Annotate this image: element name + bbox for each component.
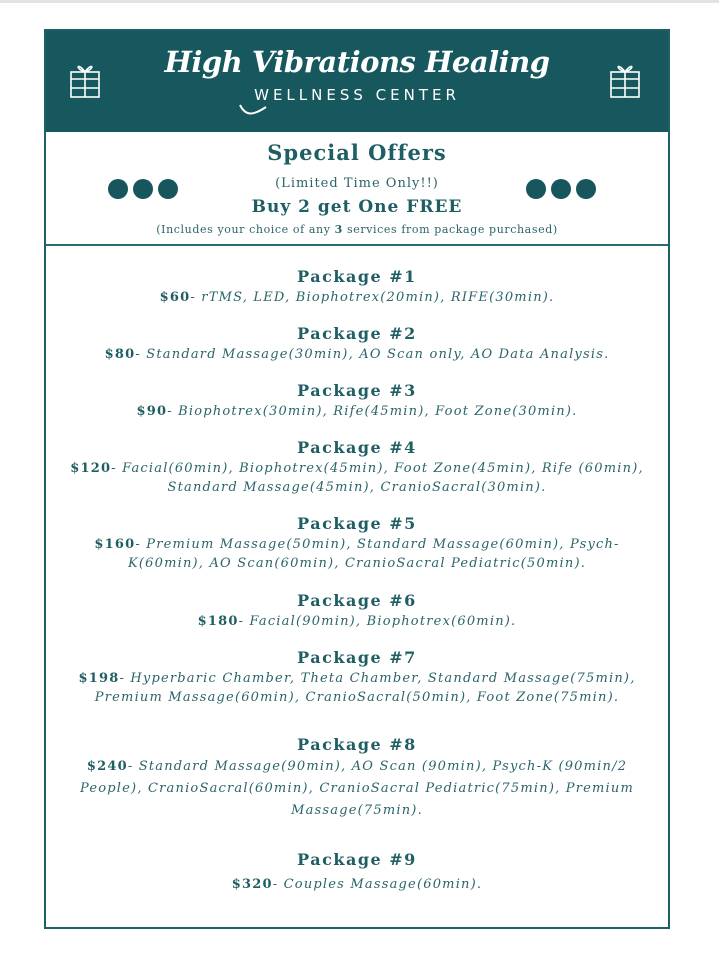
package-price: $90 xyxy=(136,404,168,419)
package-4 xyxy=(46,437,668,497)
package-name: Package #6 xyxy=(297,591,417,610)
package-name: Package #9 xyxy=(297,850,417,869)
package-name: Package #3 xyxy=(297,381,417,400)
brand-header xyxy=(46,31,668,132)
package-services: - Hyperbaric Chamber, Theta Chamber, Standard Massage(75min), Premium Massage(60min), CranioSacral(50min), Foot Zone(75min). xyxy=(94,671,636,705)
package-services: - rTMS, LED, Biophotrex(20min), RIFE(30min). xyxy=(190,290,555,305)
package-price: $160 xyxy=(94,537,136,552)
package-3 xyxy=(46,380,668,421)
offer-deal: Buy 2 get One FREE xyxy=(251,197,463,217)
package-price: $198 xyxy=(78,671,120,686)
package-5 xyxy=(46,513,668,573)
package-services: - Facial(90min), Biophotrex(60min). xyxy=(238,614,517,629)
package-9 xyxy=(46,849,668,894)
offer-note xyxy=(46,223,668,236)
package-services: - Standard Massage(90min), AO Scan (90min), Psych-K (90min/2 People), CranioSacral(60min), CranioSacral Pediatric(75min), Premium Massage(75min). xyxy=(80,759,634,818)
package-services: - Facial(60min), Biophotrex(45min), Foot Zone(45min), Rife (60min), Standard Massage(45min), CranioSacral(30min). xyxy=(111,461,644,495)
dot-icon xyxy=(551,179,571,199)
package-services: - Biophotrex(30min), Rife(45min), Foot Zone(30min). xyxy=(167,404,578,419)
decorative-dots-right xyxy=(526,179,596,199)
package-7 xyxy=(46,647,668,707)
package-details xyxy=(55,756,659,822)
package-details xyxy=(67,535,647,573)
package-details xyxy=(46,288,668,307)
package-details xyxy=(51,459,663,497)
package-8 xyxy=(46,734,668,822)
package-1 xyxy=(46,266,668,307)
package-price: $80 xyxy=(104,347,136,362)
special-offer-banner xyxy=(46,132,668,246)
package-name: Package #7 xyxy=(297,648,417,667)
package-details xyxy=(57,669,657,707)
offers-flyer xyxy=(44,29,670,929)
offer-title: Special Offers xyxy=(267,140,447,165)
package-2 xyxy=(46,323,668,364)
package-name: Package #1 xyxy=(297,267,417,286)
package-details xyxy=(46,612,668,631)
brand-subtitle: WELLNESS CENTER xyxy=(254,86,460,104)
offer-subtitle: (Limited Time Only!!) xyxy=(275,176,439,191)
package-details xyxy=(46,402,668,421)
offer-note-end: services from package purchased) xyxy=(342,223,558,236)
package-name: Package #8 xyxy=(297,735,417,754)
package-details xyxy=(46,875,668,894)
package-services: - Couples Massage(60min). xyxy=(272,877,483,892)
package-price: $320 xyxy=(231,877,273,892)
offer-note-number: 3 xyxy=(334,223,343,236)
package-6 xyxy=(46,590,668,631)
package-name: Package #2 xyxy=(297,324,417,343)
package-name: Package #5 xyxy=(297,514,417,533)
package-price: $60 xyxy=(159,290,191,305)
brand-name: High Vibrations Healing xyxy=(164,45,550,79)
package-price: $120 xyxy=(70,461,112,476)
offer-note-start: (Includes your choice of any xyxy=(156,223,335,236)
package-services: - Standard Massage(30min), AO Scan only, AO Data Analysis. xyxy=(135,347,610,362)
package-name: Package #4 xyxy=(297,438,417,457)
dot-icon xyxy=(576,179,596,199)
gift-icon xyxy=(608,58,642,100)
dot-icon xyxy=(526,179,546,199)
brand-swash-flourish xyxy=(236,101,356,117)
top-divider xyxy=(0,0,719,3)
package-services: - Premium Massage(50min), Standard Massage(60min), Psych-K(60min), AO Scan(60min), CranioSacral Pediatric(50min). xyxy=(127,537,620,571)
package-details xyxy=(46,345,668,364)
package-price: $180 xyxy=(197,614,239,629)
package-price: $240 xyxy=(86,759,128,774)
